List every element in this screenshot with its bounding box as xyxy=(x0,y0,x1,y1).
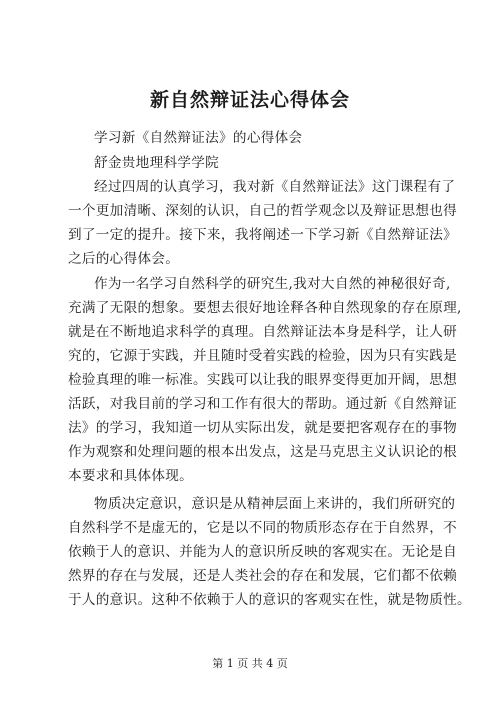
paragraph-line: 于人的意识。这种不依赖于人的意识的客观实在性，就是物质性。 xyxy=(68,592,471,608)
paragraph-line: 之后的心得体会。 xyxy=(68,251,180,267)
document-subtitle: 学习新《自然辩证法》的心得体会 xyxy=(94,130,303,146)
author-line: 舒金贵地理科学学院 xyxy=(94,155,220,171)
paragraph-line: 作为一名学习自然科学的研究生,我对大自然的神秘很好奇, xyxy=(94,276,451,292)
paragraph-line: 本要求和具体体现。 xyxy=(68,468,194,484)
paragraph-line: 活跃，对我目前的学习和工作有很大的帮助。通过新《自然辩证 xyxy=(68,396,458,412)
paragraph-line: 作为观察和处理问题的根本出发点，这是马克思主义认识论的根 xyxy=(68,444,458,460)
paragraph-line: 自然科学不是虚无的，它是以不同的物质形态存在于自然界，不 xyxy=(68,520,458,536)
document-title: 新自然辩证法心得体会 xyxy=(149,89,350,111)
paragraph-line: 法》的学习，我知道一切从实际出发，就是要把客观存在的事物 xyxy=(68,420,458,436)
paragraph-line: 究的，它源于实践，并且随时受着实践的检验，因为只有实践是 xyxy=(68,348,458,364)
paragraph-line: 到了一定的提升。接下来，我将阐述一下学习新《自然辩证法》 xyxy=(68,227,458,243)
paragraph-line: 然界的存在与发展，还是人类社会的存在和发展，它们都不依赖 xyxy=(68,568,458,584)
paragraph-line: 一个更加清晰、深刻的认识，自己的哲学观念以及辩证思想也得 xyxy=(68,203,458,219)
paragraph-line: 充满了无限的想象。要想去很好地诠释各种自然现象的存在原理, xyxy=(68,300,462,316)
paragraph-line: 就是在不断地追求科学的真理。自然辩证法本身是科学，让人研 xyxy=(68,324,458,340)
paragraph-line: 检验真理的唯一标准。实践可以让我的眼界变得更加开阔，思想 xyxy=(68,372,458,388)
paragraph-line: 物质决定意识，意识是从精神层面上来讲的，我们所研究的 xyxy=(94,496,456,512)
paragraph-line: 依赖于人的意识、并能为人的意识所反映的客观实在。无论是自 xyxy=(68,544,458,560)
page-number: 第 1 页 共 4 页 xyxy=(212,657,288,670)
paragraph-line: 经过四周的认真学习，我对新《自然辩证法》这门课程有了 xyxy=(94,179,456,195)
